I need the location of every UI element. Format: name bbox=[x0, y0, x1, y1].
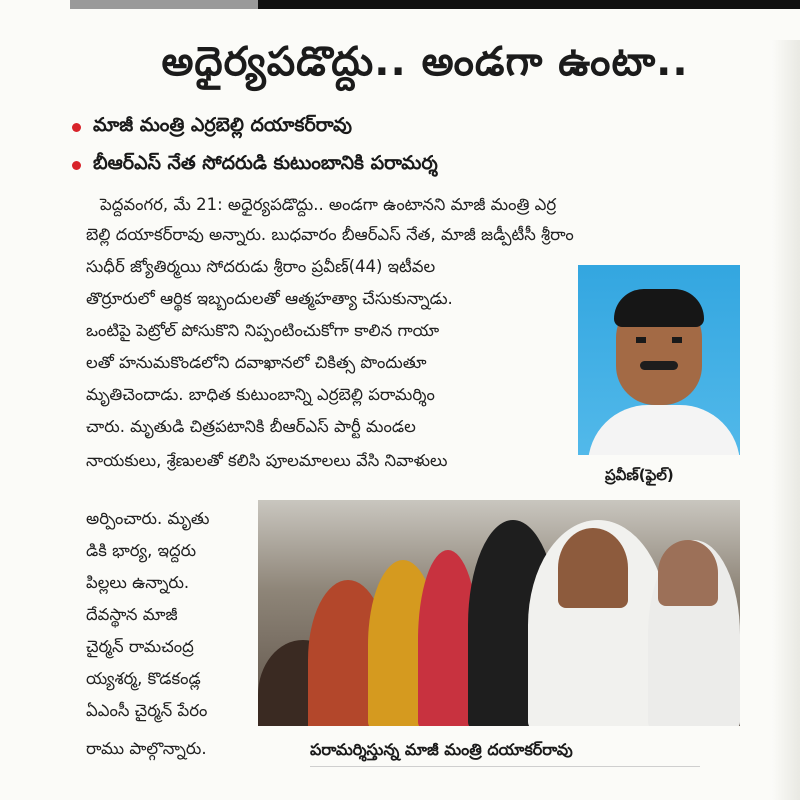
body-line: అర్పించారు. మృతు bbox=[86, 509, 210, 528]
body-line: చైర్మన్‌ రామచంద్ర bbox=[86, 637, 194, 656]
group-photo-caption: పరామర్శిస్తున్న మాజీ మంత్రి దయాకర్‌రావు bbox=[310, 740, 573, 759]
portrait-caption: ప్రవీణ్‌(ఫైల్‌) bbox=[605, 466, 674, 484]
headline: అధైర్యపడొద్దు.. అండగా ఉంటా.. bbox=[161, 39, 689, 85]
body-line: పిల్లలు ఉన్నారు. bbox=[86, 573, 190, 592]
portrait-moustache bbox=[640, 361, 678, 370]
bullet-item bbox=[72, 112, 352, 142]
body-line: య్యశర్మ, కొడకండ్ల bbox=[86, 669, 201, 688]
page-edge-shadow bbox=[772, 40, 800, 800]
body-line: ఒంటిపై పెట్రోల్‌ పోసుకొని నిప్పంటించుకోగా కాలిన గాయా bbox=[86, 321, 440, 340]
bullet-item bbox=[72, 150, 438, 180]
bullet-dot-icon bbox=[72, 161, 81, 170]
body-line: తొర్రూరులో ఆర్థిక ఇబ్బందులతో ఆత్మహత్యా చేసుకున్నాడు. bbox=[86, 289, 453, 308]
bullet-text: బీఆర్‌ఎస్‌ నేత సోదరుడి కుటుంబానికి పరామర్శ bbox=[93, 151, 438, 174]
body-line: బెల్లి దయాకర్‌రావు అన్నారు. బుధవారం బీఆర్‌ఎస్‌ నేత, మాజీ జడ్పీటీసీ శ్రీరాం bbox=[86, 225, 574, 244]
body-line: రాము పాల్గొన్నారు. bbox=[86, 739, 207, 758]
photo-person-face bbox=[658, 540, 718, 606]
photo-person-face bbox=[558, 528, 628, 608]
portrait-shirt bbox=[588, 405, 740, 455]
body-line: నాయకులు, శ్రేణులతో కలిసి పూలమాలలు వేసి నివాళులు bbox=[86, 451, 448, 470]
group-photo bbox=[258, 500, 740, 726]
caption-underline bbox=[310, 766, 700, 767]
bullet-dot-icon bbox=[72, 123, 81, 132]
body-line: పెద్దవంగర, మే 21: అధైర్యపడొద్దు.. అండగా ఉంటానని మాజీ మంత్రి ఎర్ర bbox=[100, 195, 557, 214]
body-line: దేవస్థాన మాజీ bbox=[86, 605, 178, 624]
top-rule-accent bbox=[70, 0, 258, 9]
body-line: సుధీర్‌ జ్యోతిర్మయి సోదరుడు శ్రీరాం ప్రవీణ్‌(44) ఇటీవల bbox=[86, 257, 436, 276]
portrait-eyes bbox=[636, 337, 682, 343]
body-line: లతో హనుమకొండలోని దవాఖానలో చికిత్స పొందుతూ bbox=[86, 353, 427, 372]
portrait-photo bbox=[578, 265, 740, 455]
body-line: డికి భార్య, ఇద్దరు bbox=[86, 541, 197, 560]
body-line: మృతిచెందాడు. బాధిత కుటుంబాన్ని ఎర్రబెల్లి పరామర్శిం bbox=[86, 385, 435, 404]
body-line: ఏఎంసీ చైర్మన్‌ పేరం bbox=[86, 701, 208, 720]
body-line: చారు. మృతుడి చిత్రపటానికి బీఆర్‌ఎస్‌ పార్టీ మండల bbox=[86, 417, 416, 436]
bullet-text: మాజీ మంత్రి ఎర్రబెల్లి దయాకర్‌రావు bbox=[93, 113, 352, 136]
portrait-hair bbox=[614, 289, 704, 327]
